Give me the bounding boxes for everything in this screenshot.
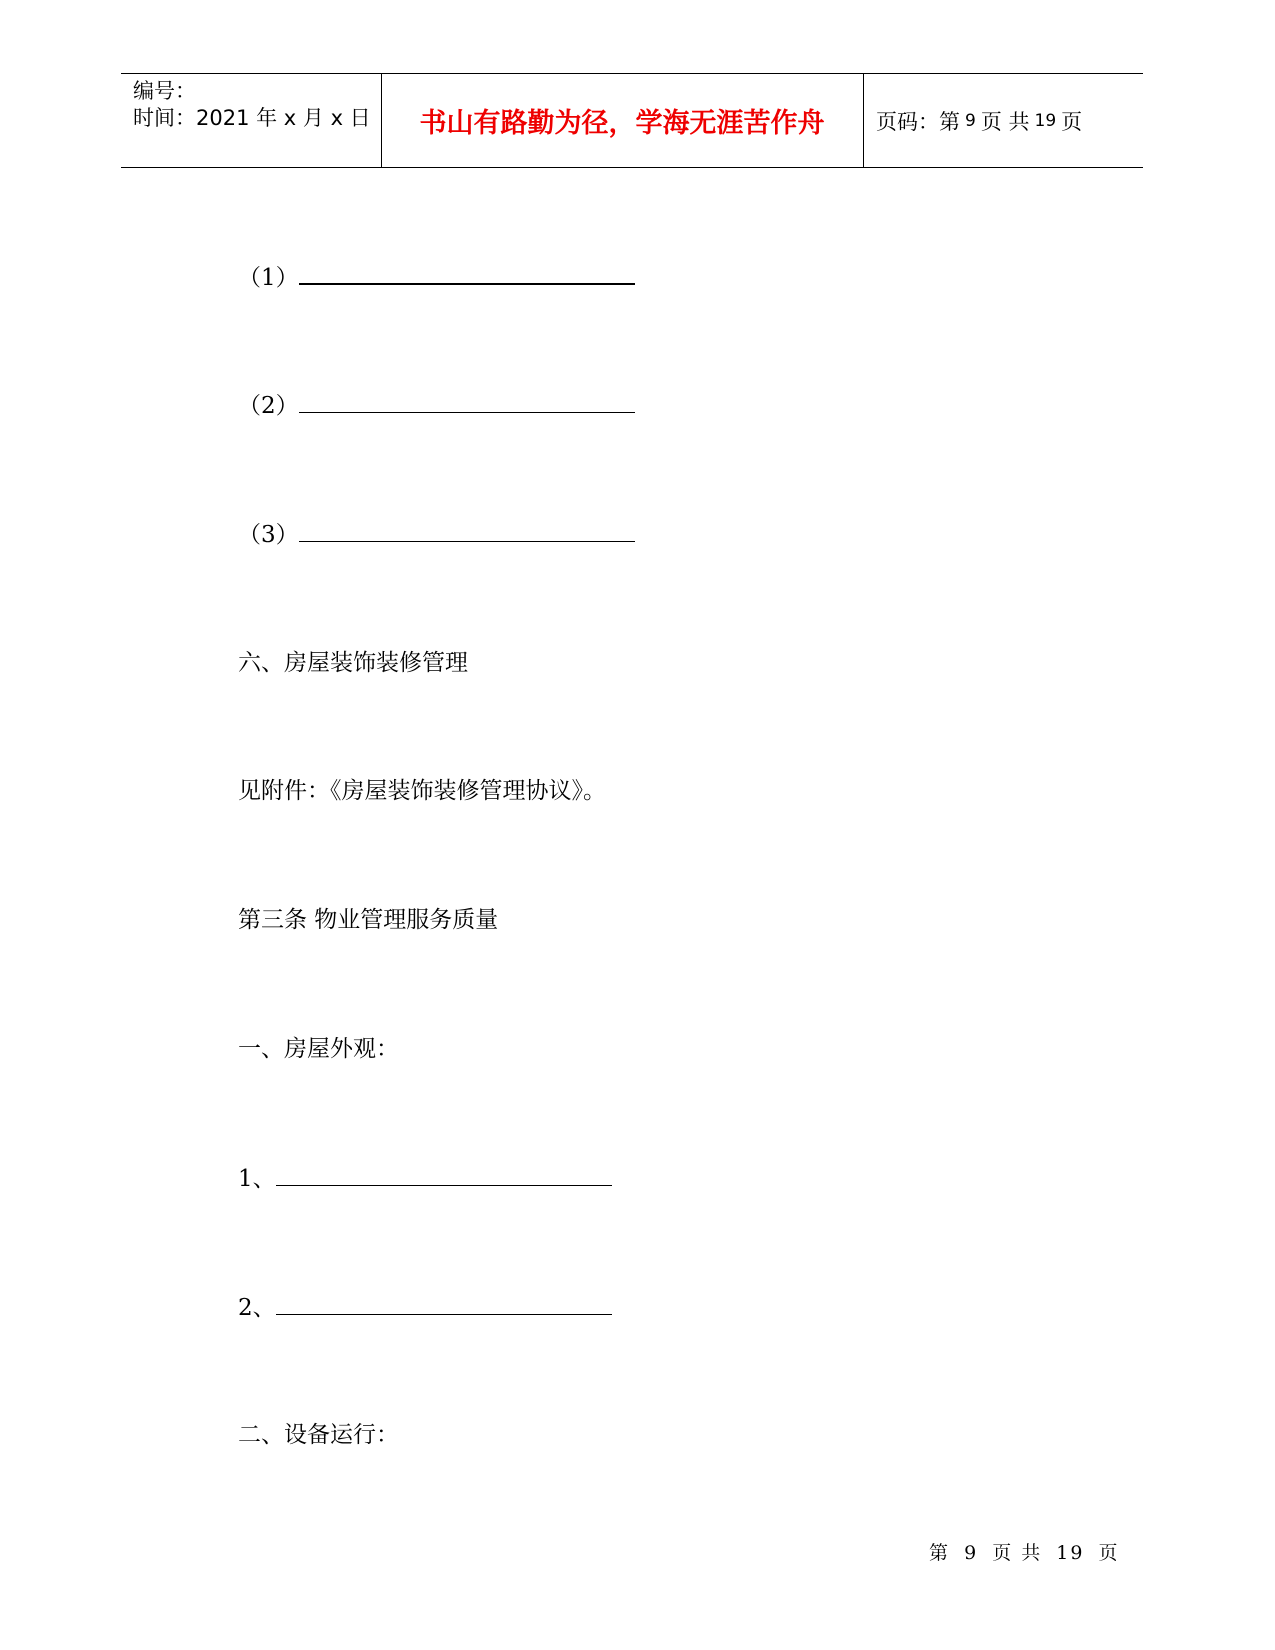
item-label: （3）	[238, 522, 299, 548]
section-heading: 一、房屋外观：	[238, 1036, 399, 1062]
list-item	[238, 261, 635, 293]
item-label: 1、	[238, 1166, 276, 1192]
footer-mid: 页 共	[992, 1542, 1043, 1564]
article-heading: 第三条 物业管理服务质量	[238, 907, 499, 933]
header-page-total: 19	[1034, 110, 1057, 131]
footer-suffix: 页	[1098, 1542, 1120, 1564]
footer-prefix: 第	[929, 1542, 951, 1564]
fill-blank	[299, 390, 635, 413]
page-footer	[929, 1538, 1126, 1565]
list-item	[238, 1163, 612, 1194]
page-header	[121, 73, 1143, 168]
header-page-suffix: 页	[1061, 109, 1083, 134]
header-divider	[863, 74, 864, 167]
fill-blank	[299, 261, 635, 285]
list-item	[238, 390, 635, 421]
list-item	[238, 1292, 612, 1323]
header-code-label: 编号：	[133, 79, 196, 103]
list-item	[238, 519, 635, 550]
header-meta	[133, 78, 371, 132]
header-page-current: 9	[965, 110, 976, 131]
header-date-label: 时间：2021 年 x 月 x 日	[133, 106, 371, 130]
fill-blank	[276, 1163, 612, 1186]
header-page-mid: 页 共	[980, 109, 1030, 134]
footer-page-total: 19	[1056, 1542, 1085, 1564]
item-label: （1）	[238, 265, 299, 291]
footer-page-current: 9	[964, 1542, 979, 1564]
section-heading: 二、设备运行：	[238, 1422, 399, 1448]
header-page-indicator	[876, 74, 1082, 167]
paragraph: 见附件：《房屋装饰装修管理协议》。	[238, 778, 606, 804]
section-heading: 六、房屋装饰装修管理	[238, 650, 468, 676]
item-label: （2）	[238, 393, 299, 419]
header-page-prefix: 页码：第	[876, 109, 960, 134]
item-label: 2、	[238, 1295, 276, 1321]
header-motto: 书山有路勤为径，学海无涯苦作舟	[419, 108, 825, 139]
fill-blank	[299, 519, 635, 542]
fill-blank	[276, 1292, 612, 1315]
